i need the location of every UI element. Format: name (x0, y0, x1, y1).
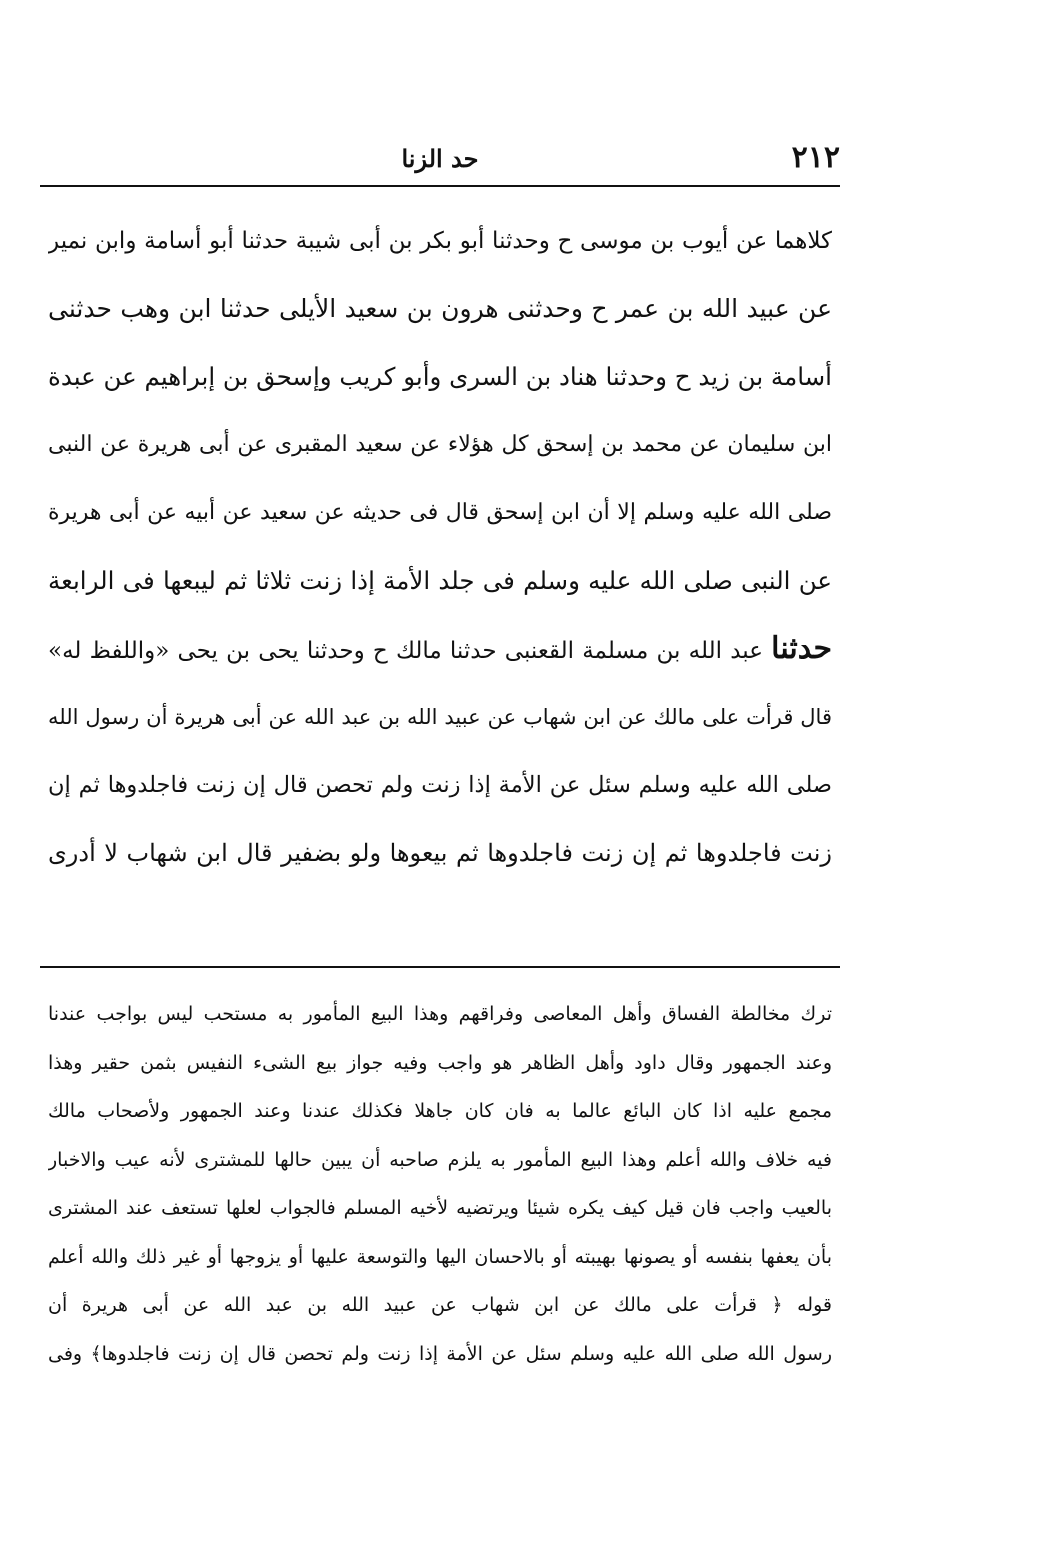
commentary-line: بالعيب واجب فان قيل كيف يكره شيئا ويرتضيه لأخيه المسلم فالجواب لعلها تستعف عند المشترى (48, 1197, 832, 1219)
hadith-line: أسامة بن زيد ح وحدثنا هناد بن السرى وأبو كريب وإسحق بن إبراهيم عن عبدة (48, 362, 832, 391)
commentary-line: مجمع عليه اذا كان البائع عالما به فان كان جاهلا فكذلك عندنا وعند الجمهور ولأصحاب مالك (48, 1100, 832, 1122)
hadith-line-with-marker (48, 615, 832, 683)
commentary-line: فيه خلاف والله أعلم وهذا البيع المأمور به يلزم صاحبه أن يبين حالها للمشترى لأنه عيب والاخبار (48, 1148, 832, 1171)
page-header (40, 140, 840, 182)
hadith-line: عن النبى صلى الله عليه وسلم فى جلد الأمة إذا زنت ثلاثا ثم ليبعها فى الرابعة (48, 566, 832, 595)
commentary-line: وعند الجمهور وقال داود وأهل الظاهر هو واجب وفيه جواز بيع الشىء النفيس بثمن حقير وهذا (48, 1051, 832, 1074)
hadith-line: صلى الله عليه وسلم سئل عن الأمة إذا زنت ولم تحصن قال إن زنت فاجلدوها ثم إن (48, 772, 832, 798)
hadith-line: كلاهما عن أيوب بن موسى ح وحدثنا أبو بكر بن أبى شيبة حدثنا أبو أسامة وابن نمير (48, 228, 832, 254)
hadith-line: ابن سليمان عن محمد بن إسحق كل هؤلاء عن سعيد المقبرى عن أبى هريرة عن النبى (48, 432, 832, 457)
commentary-text (48, 990, 832, 1378)
hadith-line: زنت فاجلدوها ثم إن زنت فاجلدوها ثم بيعوها ولو بضفير قال ابن شهاب لا أدرى (48, 839, 832, 867)
commentary-rule (40, 966, 840, 968)
hadith-line: عن عبيد الله بن عمر ح وحدثنى هرون بن سعيد الأيلى حدثنا ابن وهب حدثنى (48, 294, 832, 323)
commentary-line: قوله ﴿ قرأت على مالك عن ابن شهاب عن عبيد الله بن عبد الله عن أبى هريرة أن (48, 1294, 832, 1316)
hadith-line: قال قرأت على مالك عن ابن شهاب عن عبيد الله بن عبد الله عن أبى هريرة أن رسول الله (48, 705, 832, 729)
commentary-line: رسول الله صلى الله عليه وسلم سئل عن الأمة إذا زنت ولم تحصن قال إن زنت فاجلدوها﴾ وفى (48, 1342, 832, 1365)
header-rule (40, 185, 840, 187)
hadith-marker: حدثنا (771, 631, 832, 666)
running-title: حد الزنا (401, 144, 479, 173)
hadith-text (48, 207, 832, 887)
hadith-line-text: عبد الله بن مسلمة القعنبى حدثنا مالك ح وحدثنا يحى بن يحى «واللفظ له» (48, 638, 763, 664)
commentary-line: ترك مخالطة الفساق وأهل المعاصى وفراقهم وهذا البيع المأمور به مستحب ليس بواجب عندنا (48, 1003, 832, 1025)
hadith-line: صلى الله عليه وسلم إلا أن ابن إسحق قال فى حديثه عن سعيد عن أبيه عن أبى هريرة (48, 500, 832, 525)
page-number: ٢١٢ (791, 140, 840, 175)
commentary-line: بأن يعفها بنفسه أو يصونها بهيبته أو بالاحسان اليها والتوسعة عليها أو يزوجها أو غير ذلك والله أعلم (48, 1245, 832, 1268)
